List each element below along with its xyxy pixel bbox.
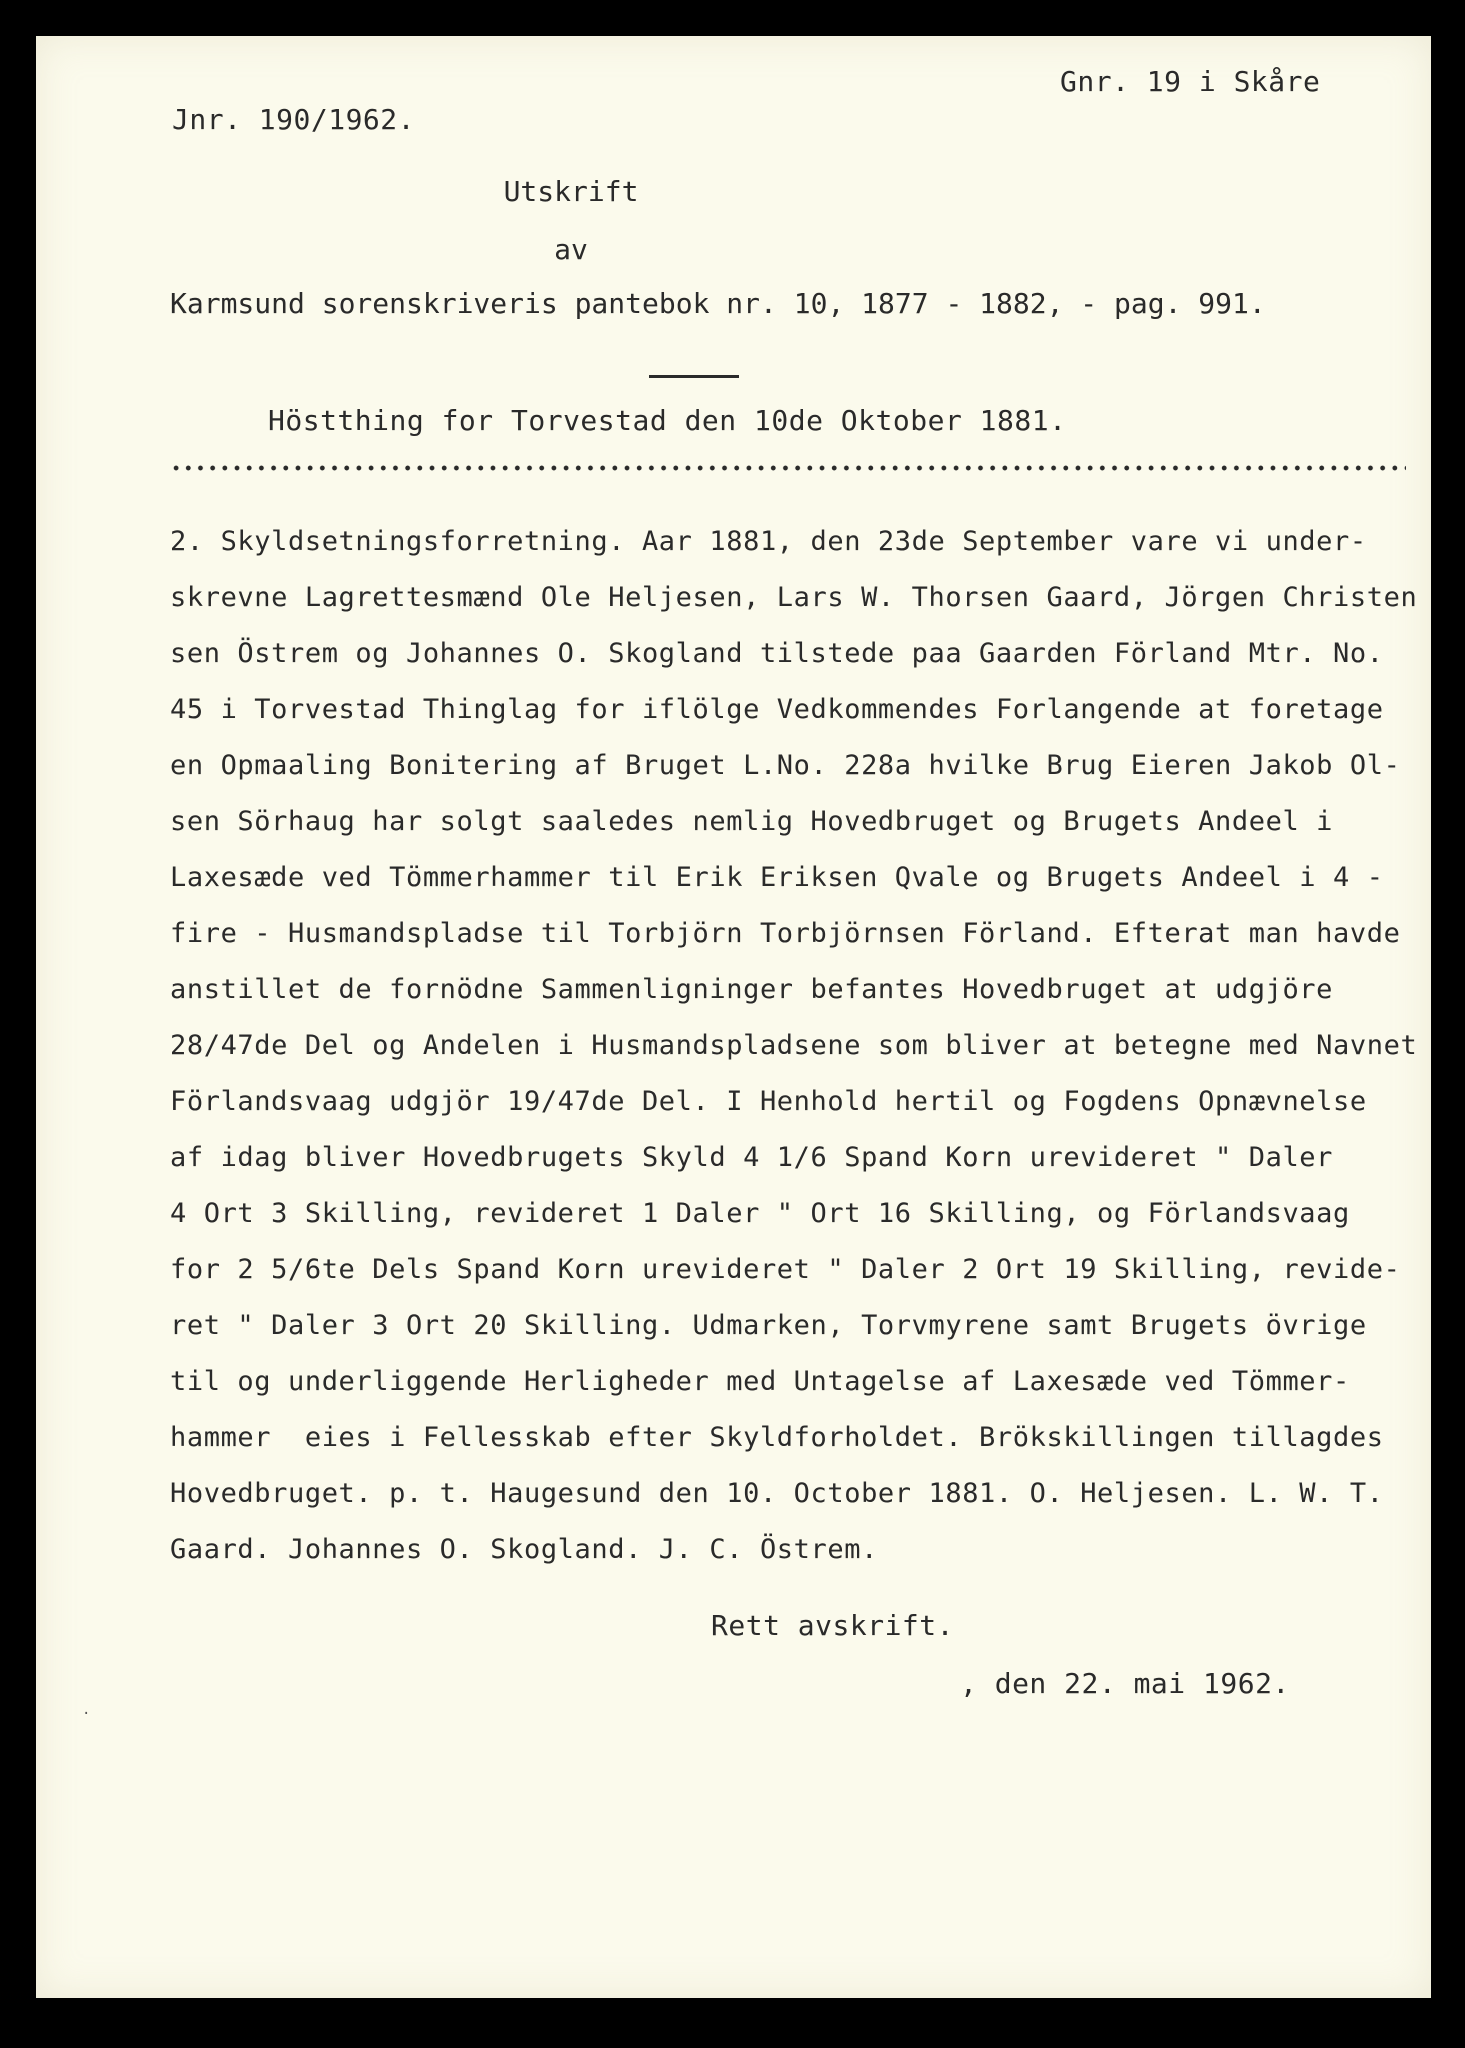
farm-number: Gnr. 19 i Skåre <box>1060 65 1321 98</box>
certification-text: Rett avskrift. <box>711 1609 955 1642</box>
body-line: hammer eies i Fellesskab efter Skyldforholdet. Brökskillingen tillagdes <box>170 1422 1384 1453</box>
document-source: Karmsund sorenskriveris pantebok nr. 10, 1877 - 1882, - pag. 991. <box>170 287 1266 320</box>
document-page <box>36 36 1431 1998</box>
body-line: til og underliggende Herligheder med Untagelse af Laxesæde ved Tömmer- <box>170 1366 1350 1397</box>
body-line: Laxesæde ved Tömmerhammer til Erik Eriksen Qvale og Brugets Andeel i 4 - <box>170 862 1384 893</box>
document-title-connector: av <box>554 233 588 266</box>
body-line: Hovedbruget. p. t. Haugesund den 10. October 1881. O. Heljesen. L. W. T. <box>170 1478 1384 1509</box>
title-divider <box>649 375 739 378</box>
paper-speck: · <box>82 1706 91 1722</box>
body-line: 28/47de Del og Andelen i Husmandspladsene som bliver at betegne med Navnet <box>170 1030 1418 1061</box>
transcript-body <box>170 514 1420 1578</box>
document-title: Utskrift <box>503 175 639 208</box>
body-line: sen Sörhaug har solgt saaledes nemlig Hovedbruget og Brugets Andeel i <box>170 806 1334 837</box>
body-line: skrevne Lagrettesmænd Ole Heljesen, Lars W. Thorsen Gaard, Jörgen Christen <box>170 582 1418 613</box>
body-line: 4 Ort 3 Skilling, revideret 1 Daler " Ort 16 Skilling, og Förlandsvaag <box>170 1198 1350 1229</box>
certification-date: , den 22. mai 1962. <box>960 1667 1290 1700</box>
body-line: anstillet de fornödne Sammenligninger befantes Hovedbruget at udgjöre <box>170 974 1334 1005</box>
body-line: fire - Husmandspladse til Torbjörn Torbjörnsen Förland. Efterat man havde <box>170 918 1401 949</box>
body-line: sen Östrem og Johannes O. Skogland tilstede paa Gaarden Förland Mtr. No. <box>170 638 1384 669</box>
body-line: for 2 5/6te Dels Spand Korn urevideret " Daler 2 Ort 19 Skilling, revide- <box>170 1254 1401 1285</box>
court-session: Höstthing for Torvestad den 10de Oktober 1881. <box>268 404 1067 437</box>
body-line: en Opmaaling Bonitering af Bruget L.No. 228a hvilke Brug Eieren Jakob Ol- <box>170 750 1401 781</box>
dotted-separator <box>170 465 1406 471</box>
body-line: Gaard. Johannes O. Skogland. J. C. Östrem. <box>170 1534 878 1565</box>
body-line: 2. Skyldsetningsforretning. Aar 1881, den 23de September vare vi under- <box>170 526 1367 557</box>
body-line: Förlandsvaag udgjör 19/47de Del. I Henhold hertil og Fogdens Opnævnelse <box>170 1086 1367 1117</box>
body-line: af idag bliver Hovedbrugets Skyld 4 1/6 Spand Korn urevideret " Daler <box>170 1142 1334 1173</box>
journal-number: Jnr. 190/1962. <box>172 103 416 136</box>
body-line: 45 i Torvestad Thinglag for iflölge Vedkommendes Forlangende at foretage <box>170 694 1384 725</box>
body-line: ret " Daler 3 Ort 20 Skilling. Udmarken, Torvmyrene samt Brugets övrige <box>170 1310 1367 1341</box>
